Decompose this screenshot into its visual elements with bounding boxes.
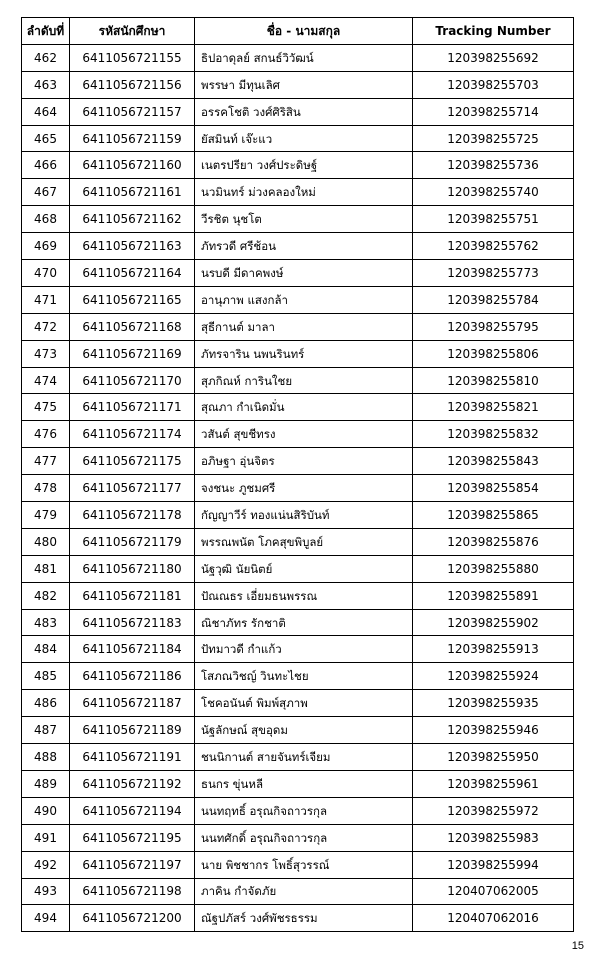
- table-row: [22, 744, 574, 771]
- cell-full-name: นัฐวุฒิ นัยนิตย์: [195, 555, 413, 582]
- cell-sequence-number: 476: [22, 421, 70, 448]
- cell-student-id: 6411056721189: [70, 717, 195, 744]
- table-row: [22, 44, 574, 71]
- cell-full-name: ยัสมินท์ เจ๊ะแว: [195, 125, 413, 152]
- cell-full-name: ภาคิน กำจัดภัย: [195, 878, 413, 905]
- cell-sequence-number: 468: [22, 206, 70, 233]
- cell-sequence-number: 467: [22, 179, 70, 206]
- cell-student-id: 6411056721169: [70, 340, 195, 367]
- cell-full-name: อรรคโชติ วงศ์ศิริสิน: [195, 98, 413, 125]
- cell-student-id: 6411056721181: [70, 582, 195, 609]
- table-row: [22, 367, 574, 394]
- table-row: [22, 286, 574, 313]
- cell-tracking-number: 120398255935: [413, 690, 574, 717]
- cell-student-id: 6411056721165: [70, 286, 195, 313]
- cell-student-id: 6411056721177: [70, 475, 195, 502]
- cell-sequence-number: 493: [22, 878, 70, 905]
- cell-student-id: 6411056721187: [70, 690, 195, 717]
- cell-sequence-number: 463: [22, 71, 70, 98]
- cell-student-id: 6411056721160: [70, 152, 195, 179]
- cell-full-name: นนทศักดิ์ อรุณกิจถาวรกุล: [195, 824, 413, 851]
- cell-full-name: นรบดี มีดาคพงษ์: [195, 260, 413, 287]
- cell-full-name: กัญญาวีร์ ทองแน่นสิริบันท์: [195, 502, 413, 529]
- cell-tracking-number: 120398255810: [413, 367, 574, 394]
- cell-full-name: พรรณพนัต โภคสุขพิบูลย์: [195, 528, 413, 555]
- cell-sequence-number: 490: [22, 797, 70, 824]
- cell-tracking-number: 120398255740: [413, 179, 574, 206]
- cell-student-id: 6411056721164: [70, 260, 195, 287]
- cell-sequence-number: 479: [22, 502, 70, 529]
- cell-tracking-number: 120398255843: [413, 448, 574, 475]
- table-row: [22, 421, 574, 448]
- cell-tracking-number: 120398255821: [413, 394, 574, 421]
- cell-tracking-number: 120407062005: [413, 878, 574, 905]
- student-tracking-table: [21, 17, 574, 932]
- cell-sequence-number: 473: [22, 340, 70, 367]
- cell-tracking-number: 120398255994: [413, 851, 574, 878]
- table-row: [22, 582, 574, 609]
- cell-student-id: 6411056721175: [70, 448, 195, 475]
- table-row: [22, 717, 574, 744]
- cell-tracking-number: 120398255902: [413, 609, 574, 636]
- cell-full-name: โชคอนันต์ พิมพ์สุภาพ: [195, 690, 413, 717]
- cell-student-id: 6411056721168: [70, 313, 195, 340]
- cell-full-name: จงชนะ ภูชมศรี: [195, 475, 413, 502]
- cell-sequence-number: 491: [22, 824, 70, 851]
- table-row: [22, 475, 574, 502]
- cell-full-name: ภัทรจาริน นพนรินทร์: [195, 340, 413, 367]
- table-row: [22, 609, 574, 636]
- cell-tracking-number: 120398255972: [413, 797, 574, 824]
- cell-full-name: อภิษฐา อุ่นจิตร: [195, 448, 413, 475]
- cell-sequence-number: 470: [22, 260, 70, 287]
- cell-tracking-number: 120407062016: [413, 905, 574, 932]
- cell-student-id: 6411056721155: [70, 44, 195, 71]
- cell-full-name: นวมินทร์ ม่วงคลองใหม่: [195, 179, 413, 206]
- cell-tracking-number: 120398255946: [413, 717, 574, 744]
- cell-sequence-number: 492: [22, 851, 70, 878]
- table-row: [22, 690, 574, 717]
- cell-student-id: 6411056721157: [70, 98, 195, 125]
- table-row: [22, 260, 574, 287]
- table-row: [22, 905, 574, 932]
- table-row: [22, 394, 574, 421]
- cell-student-id: 6411056721186: [70, 663, 195, 690]
- table-row: [22, 448, 574, 475]
- cell-tracking-number: 120398255876: [413, 528, 574, 555]
- table-row: [22, 125, 574, 152]
- cell-tracking-number: 120398255913: [413, 636, 574, 663]
- cell-full-name: นนทฤทธิ์ อรุณกิจถาวรกุล: [195, 797, 413, 824]
- table-row: [22, 179, 574, 206]
- cell-sequence-number: 483: [22, 609, 70, 636]
- cell-sequence-number: 488: [22, 744, 70, 771]
- cell-full-name: อานุภาพ แสงกล้า: [195, 286, 413, 313]
- cell-sequence-number: 472: [22, 313, 70, 340]
- cell-sequence-number: 489: [22, 770, 70, 797]
- cell-student-id: 6411056721156: [70, 71, 195, 98]
- cell-tracking-number: 120398255762: [413, 233, 574, 260]
- cell-tracking-number: 120398255773: [413, 260, 574, 287]
- cell-student-id: 6411056721183: [70, 609, 195, 636]
- cell-tracking-number: 120398255924: [413, 663, 574, 690]
- cell-student-id: 6411056721174: [70, 421, 195, 448]
- cell-tracking-number: 120398255983: [413, 824, 574, 851]
- cell-full-name: ณิชาภัทร รักชาติ: [195, 609, 413, 636]
- header-sequence-number: ลำดับที่: [22, 18, 70, 45]
- cell-sequence-number: 465: [22, 125, 70, 152]
- cell-full-name: วีรชิต นุชโต: [195, 206, 413, 233]
- table-row: [22, 313, 574, 340]
- cell-tracking-number: 120398255961: [413, 770, 574, 797]
- header-student-id: รหัสนักศึกษา: [70, 18, 195, 45]
- cell-sequence-number: 480: [22, 528, 70, 555]
- header-full-name: ชื่อ - นามสกุล: [195, 18, 413, 45]
- table-row: [22, 340, 574, 367]
- header-tracking-number: Tracking Number: [413, 18, 574, 45]
- cell-student-id: 6411056721191: [70, 744, 195, 771]
- table-row: [22, 528, 574, 555]
- table-row: [22, 663, 574, 690]
- table-row: [22, 851, 574, 878]
- header-row: [22, 18, 574, 45]
- cell-full-name: วสันต์ สุขชีทรง: [195, 421, 413, 448]
- cell-sequence-number: 481: [22, 555, 70, 582]
- cell-full-name: ภัทรวดี ศรีช้อน: [195, 233, 413, 260]
- table-row: [22, 98, 574, 125]
- cell-sequence-number: 477: [22, 448, 70, 475]
- cell-full-name: สุธีกานต์ มาลา: [195, 313, 413, 340]
- cell-full-name: ปัณณธร เอี่ยมธนพรรณ: [195, 582, 413, 609]
- cell-student-id: 6411056721200: [70, 905, 195, 932]
- table-row: [22, 878, 574, 905]
- page-number: 15: [571, 940, 584, 952]
- cell-student-id: 6411056721171: [70, 394, 195, 421]
- cell-student-id: 6411056721170: [70, 367, 195, 394]
- table-row: [22, 636, 574, 663]
- cell-tracking-number: 120398255751: [413, 206, 574, 233]
- table-row: [22, 71, 574, 98]
- cell-sequence-number: 482: [22, 582, 70, 609]
- cell-student-id: 6411056721161: [70, 179, 195, 206]
- cell-sequence-number: 462: [22, 44, 70, 71]
- cell-student-id: 6411056721180: [70, 555, 195, 582]
- cell-student-id: 6411056721192: [70, 770, 195, 797]
- cell-full-name: ปัทมาวดี กำแก้ว: [195, 636, 413, 663]
- table-row: [22, 770, 574, 797]
- cell-tracking-number: 120398255832: [413, 421, 574, 448]
- table-row: [22, 824, 574, 851]
- table-header: [22, 18, 574, 45]
- cell-sequence-number: 485: [22, 663, 70, 690]
- table-row: [22, 152, 574, 179]
- cell-tracking-number: 120398255784: [413, 286, 574, 313]
- cell-student-id: 6411056721159: [70, 125, 195, 152]
- cell-student-id: 6411056721178: [70, 502, 195, 529]
- cell-sequence-number: 484: [22, 636, 70, 663]
- cell-sequence-number: 474: [22, 367, 70, 394]
- cell-student-id: 6411056721197: [70, 851, 195, 878]
- cell-student-id: 6411056721162: [70, 206, 195, 233]
- table-row: [22, 502, 574, 529]
- cell-sequence-number: 471: [22, 286, 70, 313]
- cell-tracking-number: 120398255865: [413, 502, 574, 529]
- cell-student-id: 6411056721179: [70, 528, 195, 555]
- cell-full-name: เนตรปรียา วงศ์ประดิษฐ์: [195, 152, 413, 179]
- cell-tracking-number: 120398255725: [413, 125, 574, 152]
- cell-student-id: 6411056721163: [70, 233, 195, 260]
- cell-student-id: 6411056721195: [70, 824, 195, 851]
- cell-full-name: พรรษา มีทุนเลิศ: [195, 71, 413, 98]
- cell-full-name: ชนนิกานต์ สายจันทร์เจียม: [195, 744, 413, 771]
- cell-full-name: โสภณวิชญ์ วินทะไชย: [195, 663, 413, 690]
- cell-sequence-number: 487: [22, 717, 70, 744]
- cell-full-name: ณัฐปภัสร์ วงศ์พัชรธรรม: [195, 905, 413, 932]
- cell-tracking-number: 120398255806: [413, 340, 574, 367]
- cell-full-name: นาย พิชชากร โพธิ์สุวรรณ์: [195, 851, 413, 878]
- cell-student-id: 6411056721194: [70, 797, 195, 824]
- cell-tracking-number: 120398255891: [413, 582, 574, 609]
- cell-sequence-number: 475: [22, 394, 70, 421]
- cell-sequence-number: 466: [22, 152, 70, 179]
- cell-tracking-number: 120398255854: [413, 475, 574, 502]
- cell-sequence-number: 478: [22, 475, 70, 502]
- cell-sequence-number: 469: [22, 233, 70, 260]
- cell-student-id: 6411056721198: [70, 878, 195, 905]
- table-row: [22, 797, 574, 824]
- cell-sequence-number: 486: [22, 690, 70, 717]
- table-row: [22, 206, 574, 233]
- table-row: [22, 233, 574, 260]
- cell-tracking-number: 120398255880: [413, 555, 574, 582]
- table-row: [22, 555, 574, 582]
- cell-full-name: สุณภา กำเนิดมั่น: [195, 394, 413, 421]
- cell-full-name: ธนกร ขุ่นหลี: [195, 770, 413, 797]
- cell-tracking-number: 120398255714: [413, 98, 574, 125]
- cell-tracking-number: 120398255692: [413, 44, 574, 71]
- cell-tracking-number: 120398255795: [413, 313, 574, 340]
- cell-tracking-number: 120398255703: [413, 71, 574, 98]
- cell-tracking-number: 120398255950: [413, 744, 574, 771]
- cell-student-id: 6411056721184: [70, 636, 195, 663]
- cell-full-name: นัฐลักษณ์ สุขอุดม: [195, 717, 413, 744]
- cell-sequence-number: 494: [22, 905, 70, 932]
- cell-full-name: สุภกิณห์ การินใชย: [195, 367, 413, 394]
- cell-sequence-number: 464: [22, 98, 70, 125]
- cell-tracking-number: 120398255736: [413, 152, 574, 179]
- cell-full-name: ธิปอาดุลย์ สกนธ์วิวัฒน์: [195, 44, 413, 71]
- table-body: [22, 44, 574, 931]
